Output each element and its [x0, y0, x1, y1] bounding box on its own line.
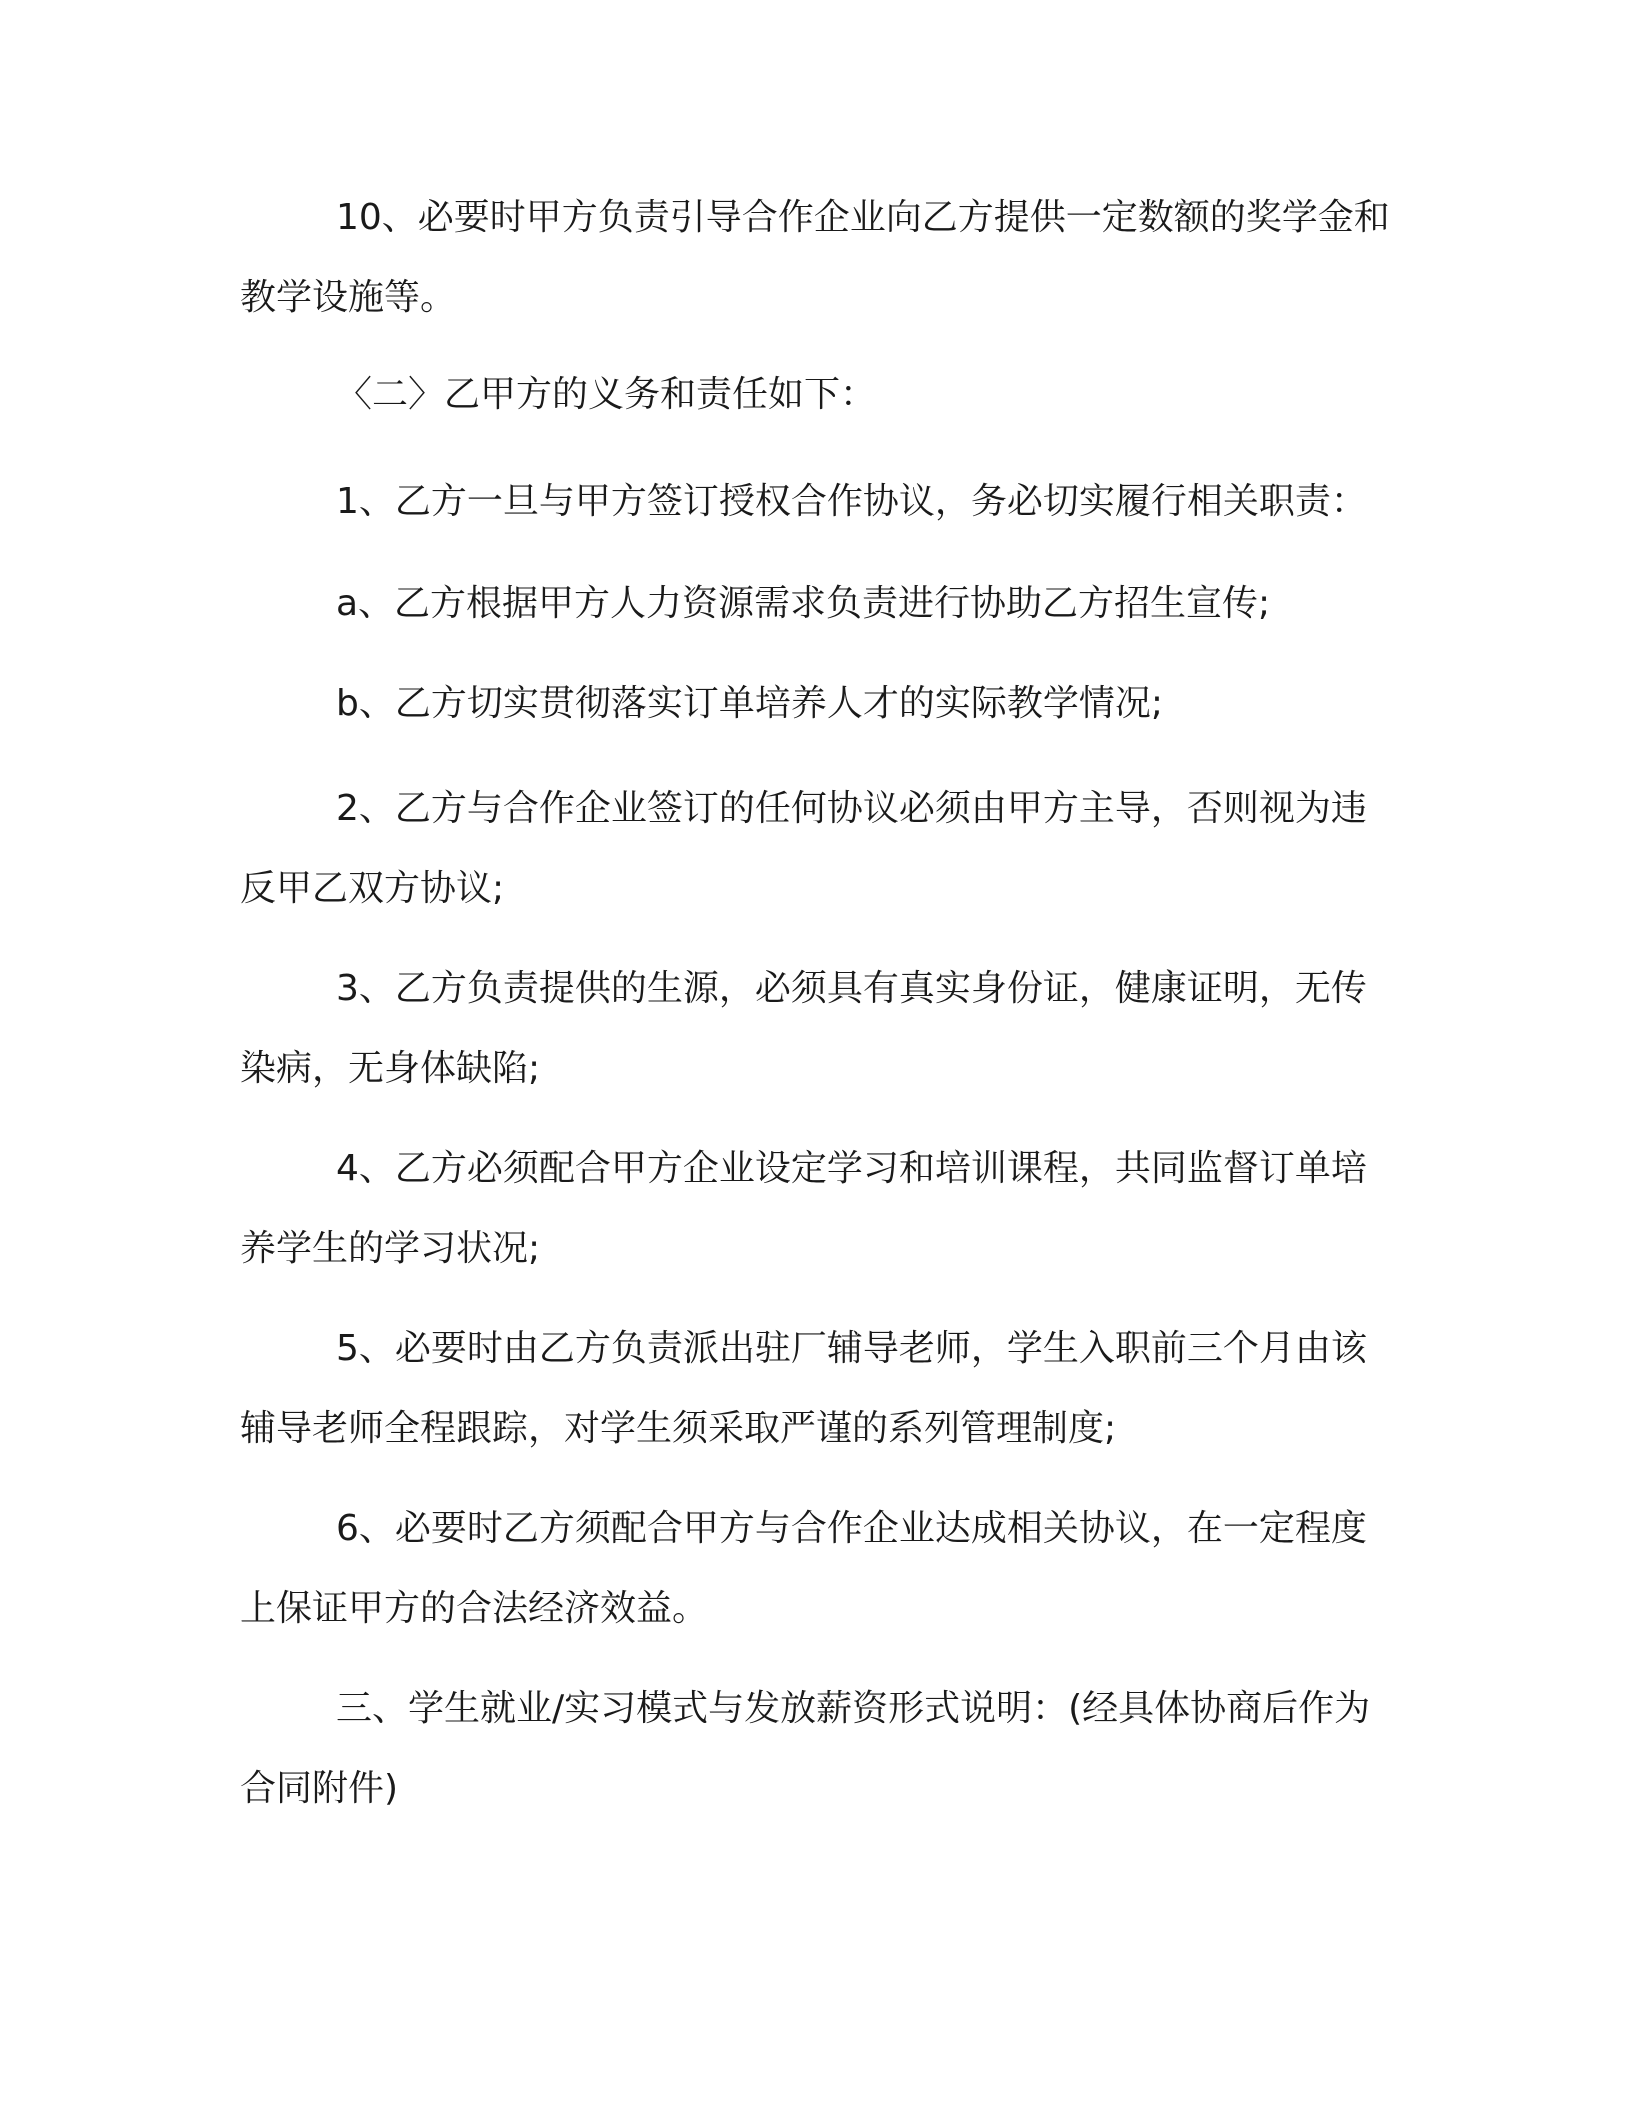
paragraph-item-4: 4、乙方必须配合甲方企业设定学习和培训课程，共同监督订单培养学生的学习状况; — [240, 1148, 1367, 1269]
paragraph-item-b: b、乙方切实贯彻落实订单培养人才的实际教学情况; — [336, 683, 1163, 724]
paragraph-scholarship: 10、必要时甲方负责引导合作企业向乙方提供一定数额的奖学金和教学设施等。 — [240, 197, 1390, 318]
paragraph-item-2: 2、乙方与合作企业签订的任何协议必须由甲方主导，否则视为违反甲乙双方协议; — [240, 788, 1367, 909]
paragraph-item-6: 6、必要时乙方须配合甲方与合作企业达成相关协议，在一定程度上保证甲方的合法经济效益。 — [240, 1508, 1367, 1629]
paragraph-section-three: 三、学生就业/实习模式与发放薪资形式说明：(经具体协商后作为合同附件) — [240, 1688, 1371, 1809]
paragraph-item-3: 3、乙方负责提供的生源，必须具有真实身份证，健康证明，无传染病，无身体缺陷; — [240, 968, 1367, 1089]
paragraph-item-5: 5、必要时由乙方负责派出驻厂辅导老师，学生入职前三个月由该辅导老师全程跟踪，对学生须采取严谨的系列管理制度; — [240, 1328, 1367, 1449]
paragraph-item-a: a、乙方根据甲方人力资源需求负责进行协助乙方招生宣传; — [336, 583, 1271, 624]
paragraph-item-1: 1、乙方一旦与甲方签订授权合作协议，务必切实履行相关职责： — [336, 481, 1367, 522]
paragraph-section-two-heading: 〈二〉乙甲方的义务和责任如下： — [336, 374, 877, 415]
